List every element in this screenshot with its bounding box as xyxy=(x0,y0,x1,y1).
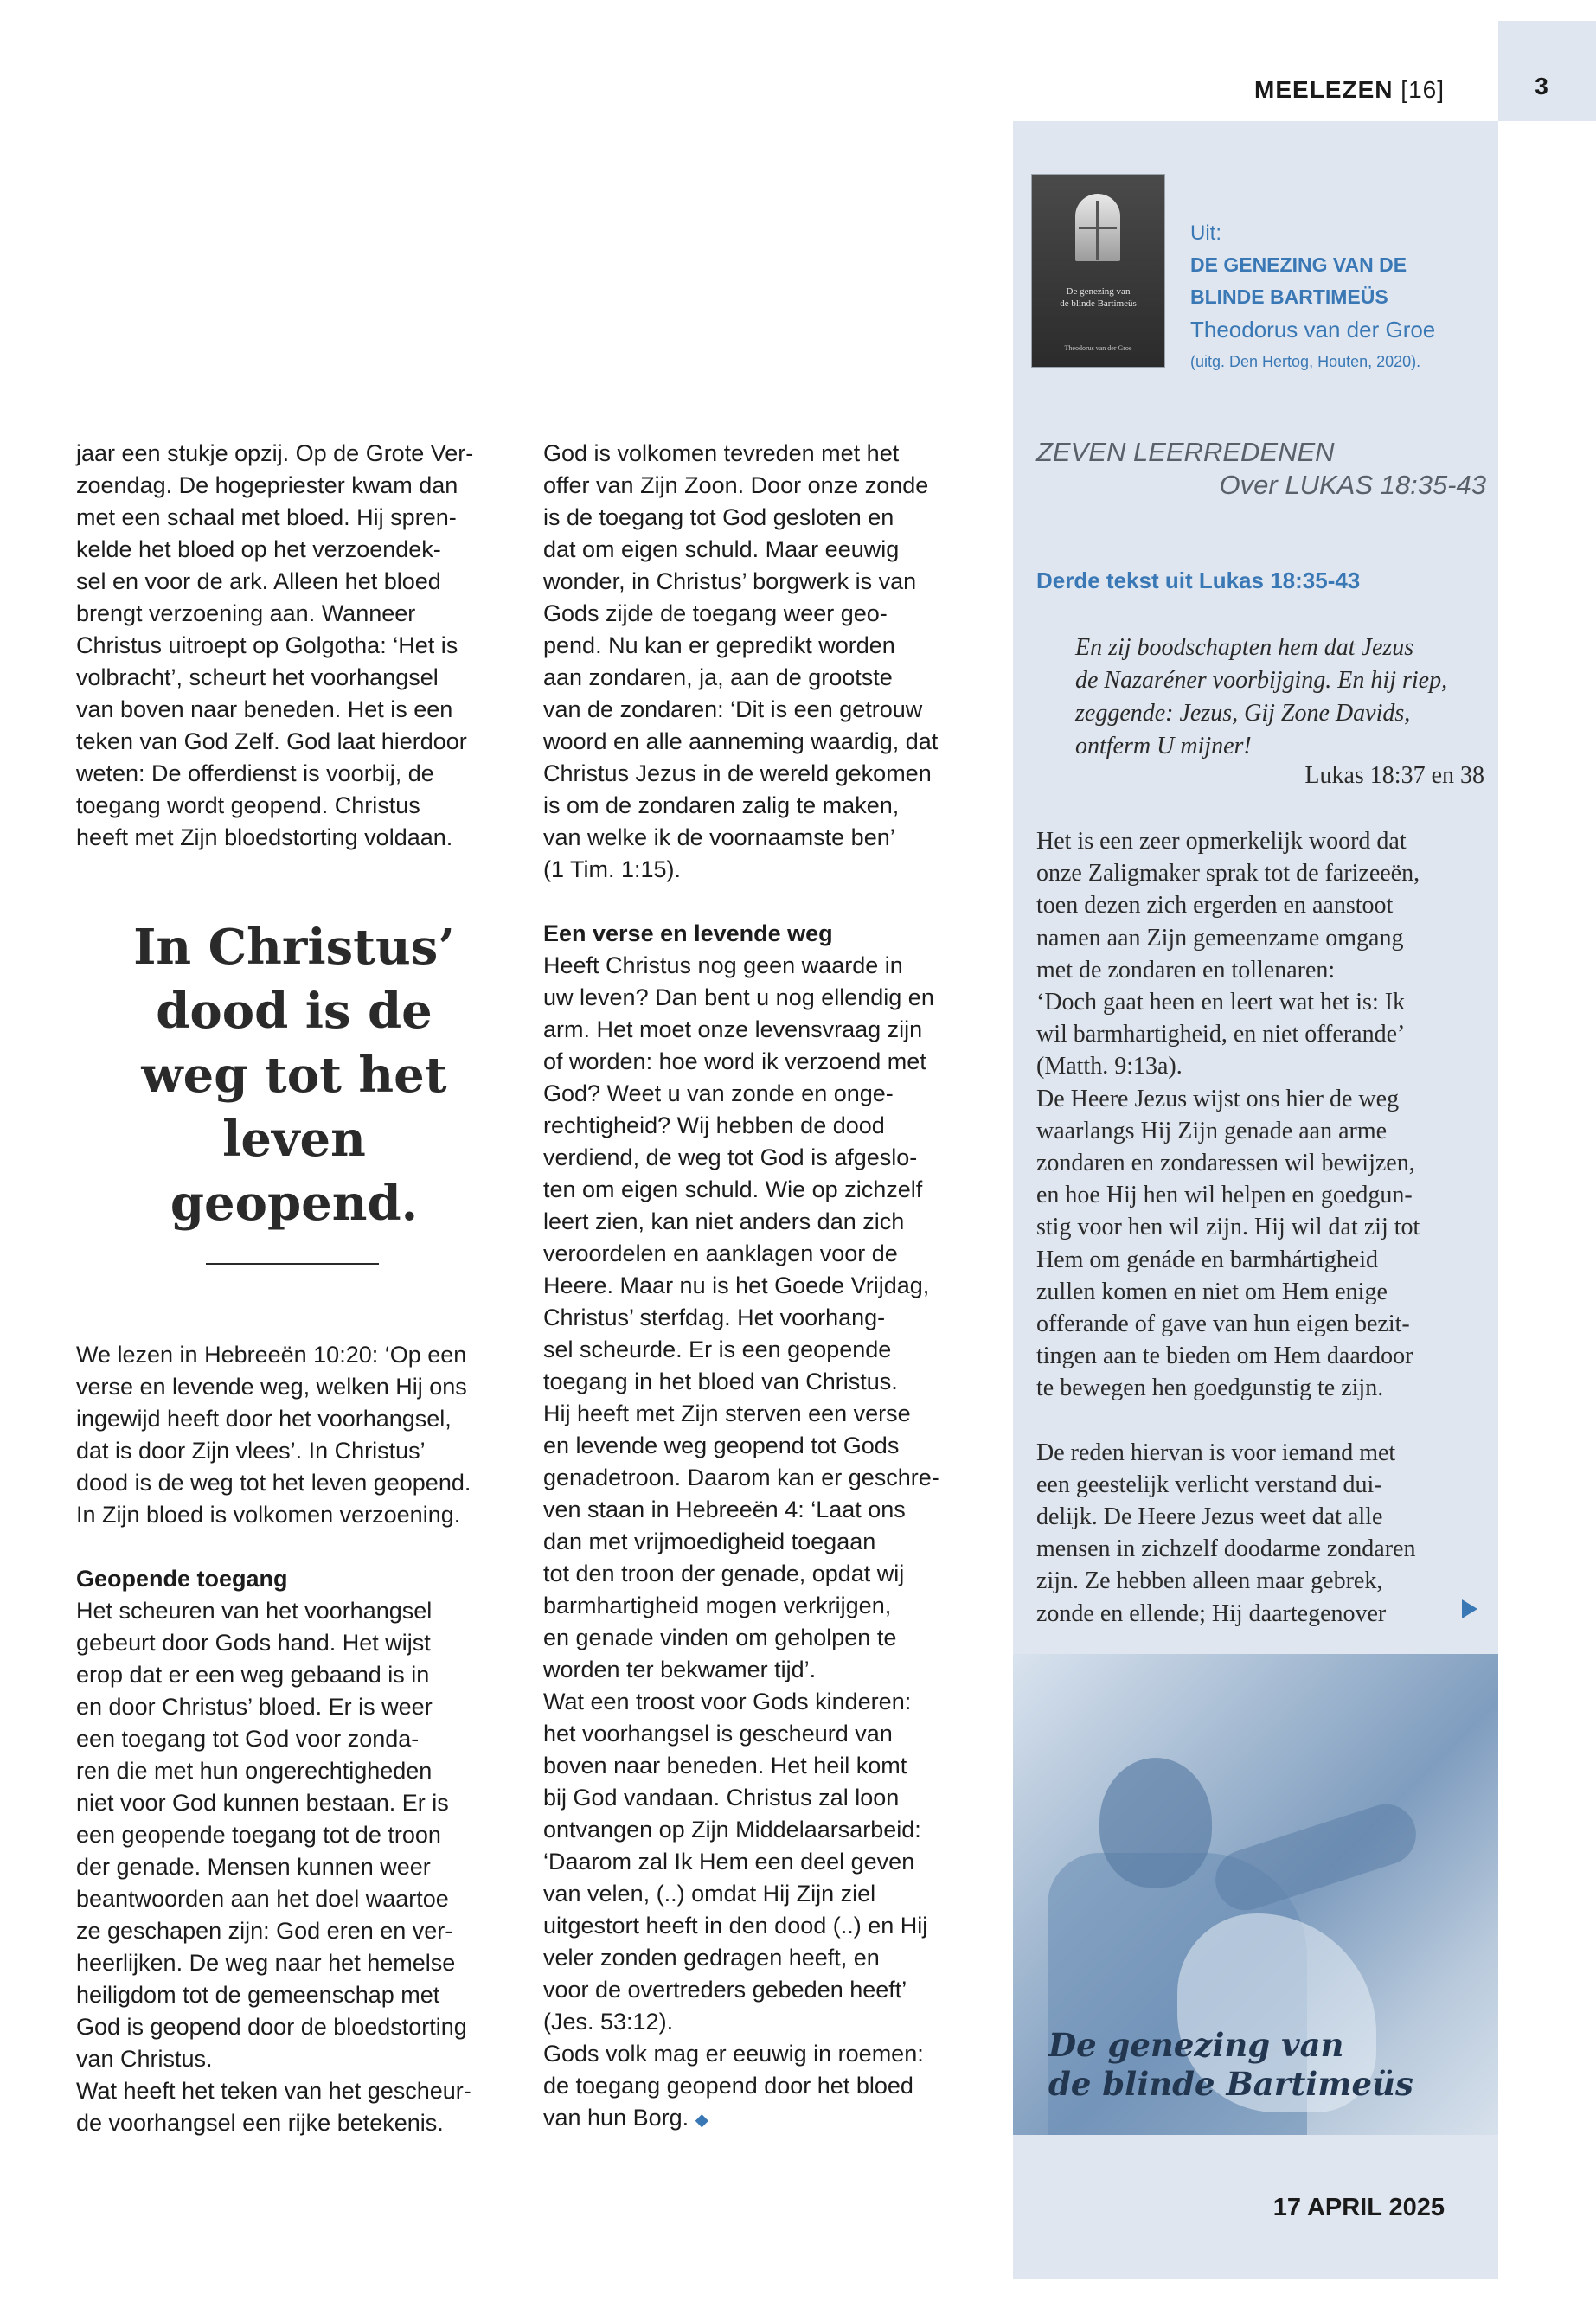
text-line: en door Christus’ bloed. Er is weer xyxy=(76,1694,433,1720)
column2-body-paragraph xyxy=(543,950,984,2102)
sermon-line: zondaren en zondaressen wil bewijzen, xyxy=(1036,1150,1415,1177)
sermon-line: tingen aan te bieden om Hem daardoor xyxy=(1036,1343,1413,1370)
text-line: dat om eigen schuld. Maar eeuwig xyxy=(543,536,900,562)
sermon-paragraph-2 xyxy=(1036,1437,1495,1630)
text-line: erop dat er een weg gebaand is in xyxy=(76,1662,430,1688)
page-tab xyxy=(1498,21,1596,121)
column2-text xyxy=(543,438,984,2137)
text-line: Hij heeft met Zijn sterven een verse xyxy=(543,1400,911,1426)
text-line: bij God vandaan. Christus zal loon xyxy=(543,1785,900,1811)
text-line: dood is de weg tot het leven geopend. xyxy=(76,1470,471,1496)
text-line: woord en alle aanneming waardig, dat xyxy=(543,728,939,754)
sermon-line: zijn. Ze hebben alleen maar gebrek, xyxy=(1036,1567,1383,1595)
pull-quote-line: In Christus’ xyxy=(133,919,455,976)
kicker-line2: Over LUKAS 18:35-43 xyxy=(1219,470,1486,500)
column1-intro-paragraph xyxy=(76,1339,526,1531)
sermon-line: (Matth. 9:13a). xyxy=(1036,1053,1183,1080)
text-line: of worden: hoe word ik verzoend met xyxy=(543,1048,926,1074)
sermon-heading: Derde tekst uit Lukas 18:35-43 xyxy=(1036,567,1361,593)
text-line: Gods volk mag er eeuwig in roemen: xyxy=(543,2041,924,2067)
section-title: MEELEZEN xyxy=(1254,76,1394,103)
column1-bottom-text xyxy=(76,1339,526,2139)
text-line: van velen, (..) omdat Hij Zijn ziel xyxy=(543,1881,876,1907)
sermon-line: onze Zaligmaker sprak tot de farizeeën, xyxy=(1036,860,1420,888)
text-line: het voorhangsel is gescheurd van xyxy=(543,1721,893,1747)
text-line: is de toegang tot God gesloten en xyxy=(543,504,894,530)
sermon-line: wil barmhartigheid, en niet offerande’ xyxy=(1036,1021,1406,1048)
pull-quote-line: geopend. xyxy=(170,1175,419,1232)
text-line: Gods zijde de toegang weer geo- xyxy=(543,600,888,626)
scripture-line: ontferm U mijner! xyxy=(1075,733,1252,760)
subheading-geopende-toegang: Geopende toegang xyxy=(76,1566,288,1592)
sermon-line: een geestelijk verlicht verstand dui- xyxy=(1036,1471,1382,1498)
text-line: pend. Nu kan er gepredikt worden xyxy=(543,632,895,658)
scripture-line: zeggende: Jezus, Gij Zone Davids, xyxy=(1075,700,1411,727)
text-line: Heere. Maar nu is het Goede Vrijdag, xyxy=(543,1272,930,1298)
text-line: en levende weg geopend tot Gods xyxy=(543,1433,900,1458)
text-line: zoendag. De hogepriester kwam dan xyxy=(76,472,458,498)
book-cover-image xyxy=(1032,175,1164,367)
text-line: een toegang tot God voor zonda- xyxy=(76,1726,420,1752)
church-window-icon xyxy=(1075,194,1120,261)
text-line: Het scheuren van het voorhangsel xyxy=(76,1598,433,1624)
book-title-line1: DE GENEZING VAN DE xyxy=(1190,253,1407,276)
sermon-line: delijk. De Heere Jezus weet dat alle xyxy=(1036,1503,1383,1531)
text-line: brengt verzoening aan. Wanneer xyxy=(76,600,416,626)
text-line: ze geschapen zijn: God eren en ver- xyxy=(76,1918,453,1944)
sermon-kicker xyxy=(1036,436,1486,502)
text-line: boven naar beneden. Het heil komt xyxy=(543,1753,907,1779)
text-line: offer van Zijn Zoon. Door onze zonde xyxy=(543,472,929,498)
text-line: sel en voor de ark. Alleen het bloed xyxy=(76,568,441,594)
text-line: voor de overtreders gebeden heeft’ xyxy=(543,1977,907,2003)
text-line: God is volkomen tevreden met het xyxy=(543,440,900,466)
text-line: ten om eigen schuld. Wie op zichzelf xyxy=(543,1176,923,1202)
text-line: Wat heeft het teken van het gescheur- xyxy=(76,2078,471,2104)
scripture-line: de Nazaréner voorbijging. En hij riep, xyxy=(1075,667,1448,694)
sermon-line: met de zondaren en tollenaren: xyxy=(1036,956,1336,984)
text-line: sel scheurde. Er is een geopende xyxy=(543,1336,892,1362)
text-line: van Christus. xyxy=(76,2046,213,2072)
sermon-line: De reden hiervan is voor iemand met xyxy=(1036,1439,1396,1466)
text-line: (1 Tim. 1:15). xyxy=(543,856,682,882)
image-caption: De genezing van de blinde Bartimeüs xyxy=(1048,2026,1413,2103)
sermon-paragraph-1 xyxy=(1036,825,1495,1405)
issue-number: [16] xyxy=(1401,76,1445,103)
text-line: Christus uitroept op Golgotha: ‘Het is xyxy=(76,632,458,658)
footer-date: 17 APRIL 2025 xyxy=(1272,2194,1445,2221)
text-line: toegang wordt geopend. Christus xyxy=(76,792,420,818)
text-line: en genade vinden om geholpen te xyxy=(543,1625,897,1650)
text-line: veroordelen en aanklagen voor de xyxy=(543,1240,898,1266)
text-line: worden ter bekwamer tijd’. xyxy=(543,1657,817,1682)
text-line: heiligdom tot de gemeenschap met xyxy=(76,1982,440,2008)
text-line: toegang in het bloed van Christus. xyxy=(543,1368,898,1394)
text-line: wonder, in Christus’ borgwerk is van xyxy=(543,568,917,594)
sermon-line: te bewegen hen goedgunstig te zijn. xyxy=(1036,1375,1384,1402)
book-title-line2: BLINDE BARTIMEÜS xyxy=(1190,285,1388,308)
text-line: ‘Daarom zal Ik Hem een deel geven xyxy=(543,1849,915,1875)
text-line: heerlijken. De weg naar het hemelse xyxy=(76,1950,456,1976)
scripture-quote xyxy=(1075,631,1482,763)
text-line: weten: De offerdienst is voorbij, de xyxy=(76,760,434,786)
column1-body-paragraph xyxy=(76,1595,526,2139)
book-cover-title: De genezing van de blinde Bartimeüs xyxy=(1060,286,1137,309)
text-line: van boven naar beneden. Het is een xyxy=(76,696,453,722)
text-line: de voorhangsel een rijke betekenis. xyxy=(76,2110,444,2136)
scripture-line: En zij boodschapten hem dat Jezus xyxy=(1075,634,1414,661)
subheading-verse-levende-weg: Een verse en levende weg xyxy=(543,920,833,946)
text-line: aan zondaren, ja, aan de grootste xyxy=(543,664,893,690)
sermon-line: Het is een zeer opmerkelijk woord dat xyxy=(1036,828,1407,855)
text-line: barmhartigheid mogen verkrijgen, xyxy=(543,1593,892,1618)
sermon-line: mensen in zichzelf doodarme zondaren xyxy=(1036,1535,1416,1563)
end-mark-icon: ◆ xyxy=(695,2111,709,2130)
book-cover-author: Theodorus van der Groe xyxy=(1064,344,1132,352)
section-header xyxy=(1125,76,1445,104)
text-line: tot den troon der genade, opdat wij xyxy=(543,1561,905,1586)
text-line: ren die met hun ongerechtigheden xyxy=(76,1758,433,1784)
text-line: beantwoorden aan het doel waartoe xyxy=(76,1886,449,1912)
book-from-label: Uit: xyxy=(1190,221,1221,245)
text-line: ingewijd heeft door het voorhangsel, xyxy=(76,1406,452,1432)
text-line: de toegang geopend door het bloed xyxy=(543,2073,913,2099)
text-line: We lezen in Hebreeën 10:20: ‘Op een xyxy=(76,1342,467,1368)
text-line: (Jes. 53:12). xyxy=(543,2009,674,2035)
text-line: uitgestort heeft in den dood (..) en Hij xyxy=(543,1913,928,1939)
text-line: God is geopend door de bloedstorting xyxy=(76,2014,467,2040)
column2-top-paragraph xyxy=(543,438,984,886)
text-line: verse en levende weg, welken Hij ons xyxy=(76,1374,467,1400)
pull-quote-line: dood is de xyxy=(156,983,433,1040)
sermon-line: offerande of gave van hun eigen bezit- xyxy=(1036,1311,1410,1338)
scripture-reference: Lukas 18:37 en 38 xyxy=(1304,762,1484,789)
text-line: arm. Het moet onze levensvraag zijn xyxy=(543,1016,923,1042)
text-line: gebeurt door Gods hand. Het wijst xyxy=(76,1630,431,1656)
book-info xyxy=(1190,218,1484,377)
text-line: teken van God Zelf. God laat hierdoor xyxy=(76,728,467,754)
text-line: dan met vrijmoedigheid toegaan xyxy=(543,1529,876,1554)
text-line: Wat een troost voor Gods kinderen: xyxy=(543,1689,912,1715)
column1-top-text xyxy=(76,438,522,854)
text-line: een geopende toegang tot de troon xyxy=(76,1822,441,1848)
sermon-line: waarlangs Hij Zijn genade aan arme xyxy=(1036,1117,1388,1144)
text-line: Heeft Christus nog geen waarde in xyxy=(543,952,903,978)
text-line: rechtigheid? Wij hebben de dood xyxy=(543,1112,885,1138)
kicker-line1: ZEVEN LEERREDENEN xyxy=(1036,437,1335,467)
text-line: Christus Jezus in de wereld gekomen xyxy=(543,760,932,786)
continue-arrow-icon xyxy=(1462,1599,1477,1618)
text-line: ontvangen op Zijn Middelaarsarbeid: xyxy=(543,1817,921,1843)
text-line: van welke ik de voornaamste ben’ xyxy=(543,824,895,850)
text-line: veler zonden gedragen heeft, en xyxy=(543,1945,880,1971)
sermon-line: zullen komen en niet om Hem enige xyxy=(1036,1278,1388,1305)
text-line: der genade. Mensen kunnen weer xyxy=(76,1854,431,1880)
text-line: uw leven? Dan bent u nog ellendig en xyxy=(543,984,934,1010)
pull-quote-line: weg tot het xyxy=(141,1047,447,1104)
sermon-line: ‘Doch gaat heen en leert wat het is: Ik xyxy=(1036,989,1406,1016)
page-number: 3 xyxy=(1535,73,1548,99)
sermon-line: toen dezen zich ergerden en aanstoot xyxy=(1036,892,1394,920)
text-line: In Zijn bloed is volkomen verzoening. xyxy=(76,1502,461,1528)
column2-last-line: van hun Borg. ◆ xyxy=(543,2105,709,2131)
sermon-line: Hem om genáde en barmhártigheid xyxy=(1036,1246,1378,1273)
text-line: leert zien, kan niet anders dan zich xyxy=(543,1208,905,1234)
text-line: God? Weet u van zonde en onge- xyxy=(543,1080,894,1106)
book-author: Theodorus van der Groe xyxy=(1190,317,1436,343)
text-line: Christus’ sterfdag. Het voorhang- xyxy=(543,1304,886,1330)
sermon-line: zonde en ellende; Hij daartegenover xyxy=(1036,1599,1387,1627)
sermon-line: namen aan Zijn gemeenzame omgang xyxy=(1036,924,1404,952)
text-line: heeft met Zijn bloedstorting voldaan. xyxy=(76,824,453,850)
sermon-line: en hoe Hij hen wil helpen en goedgun- xyxy=(1036,1182,1413,1209)
text-line: is om de zondaren zalig te maken, xyxy=(543,792,900,818)
sermon-body xyxy=(1036,825,1495,1630)
sermon-line: stig voor hen wil zijn. Hij wil dat zij tot xyxy=(1036,1214,1420,1241)
text-line: kelde het bloed op het verzoendek- xyxy=(76,536,441,562)
text-line: met een schaal met bloed. Hij spren- xyxy=(76,504,457,530)
pull-quote-line: leven xyxy=(222,1111,366,1168)
text-line: ven staan in Hebreeën 4: ‘Laat ons xyxy=(543,1497,906,1522)
text-line: dat is door Zijn vlees’. In Christus’ xyxy=(76,1438,426,1464)
sermon-line: De Heere Jezus wijst ons hier de weg xyxy=(1036,1085,1400,1112)
pull-quote xyxy=(104,915,484,1235)
book-publisher: (uitg. Den Hertog, Houten, 2020). xyxy=(1190,353,1421,370)
text-line: verdiend, de weg tot God is afgeslo- xyxy=(543,1144,918,1170)
text-line: niet voor God kunnen bestaan. Er is xyxy=(76,1790,449,1816)
pull-quote-divider xyxy=(206,1263,379,1265)
text-line: volbracht’, scheurt het voorhangsel xyxy=(76,664,439,690)
text-line: van de zondaren: ‘Dit is een getrouw xyxy=(543,696,923,722)
text-line: genadetroon. Daarom kan er geschre- xyxy=(543,1465,939,1490)
text-line: jaar een stukje opzij. Op de Grote Ver- xyxy=(76,440,474,466)
